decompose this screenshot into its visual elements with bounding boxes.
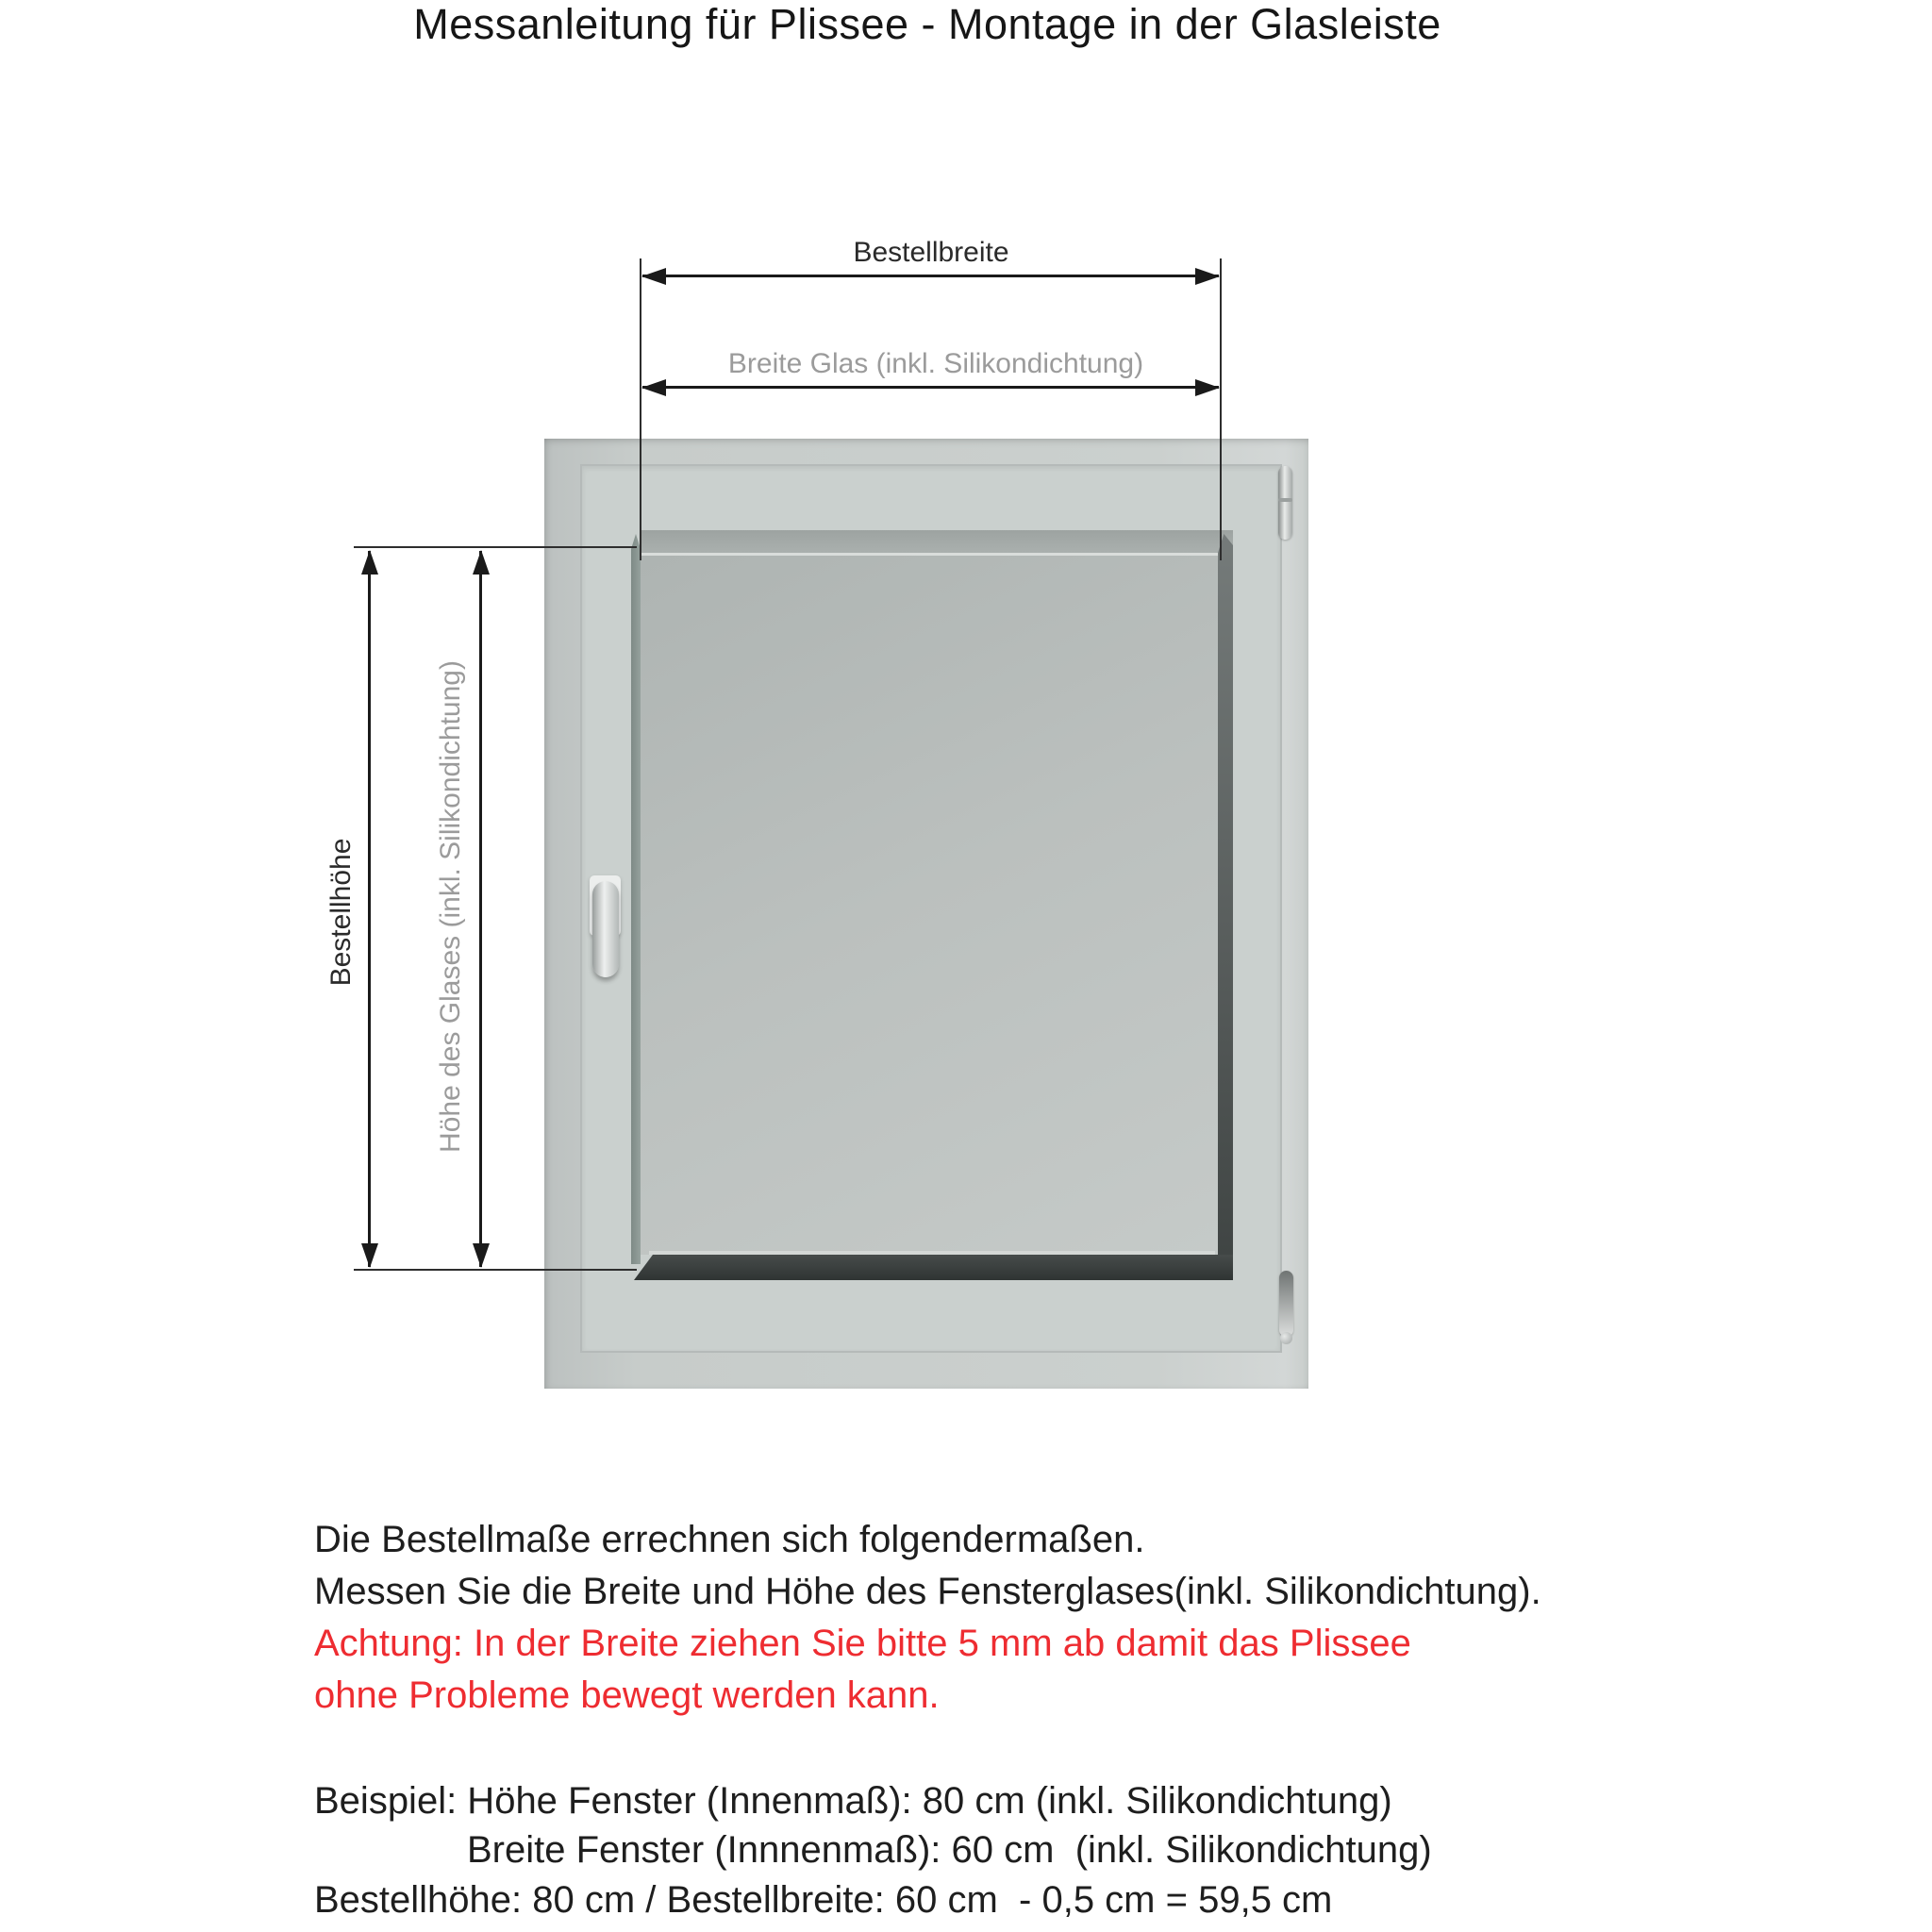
label-glass-width: Breite Glas (inkl. Silikondichtung) <box>727 348 1144 379</box>
glazing-bead-left <box>631 534 641 1264</box>
label-order-height: Bestellhöhe <box>325 838 357 987</box>
hinge-top-icon <box>1278 466 1292 540</box>
glazing-bead-top <box>641 530 1233 556</box>
instruction-line-1: Die Bestellmaße errechnen sich folgendermaßen. <box>314 1519 1145 1560</box>
arrow-order-width <box>642 275 1219 277</box>
warning-line-2: ohne Probleme bewegt werden kann. <box>314 1674 940 1716</box>
window-handle <box>592 881 619 977</box>
label-glass-height: Höhe des Glases (inkl. Silikondichtung) <box>435 660 466 1153</box>
example-line-1: Beispiel: Höhe Fenster (Innenmaß): 80 cm (inkl. Silikondichtung) <box>314 1780 1392 1822</box>
extension-line-right-vertical <box>1220 258 1222 560</box>
arrow-glass-width <box>642 386 1219 389</box>
arrow-order-height <box>368 551 371 1267</box>
warning-line-1: Achtung: In der Breite ziehen Sie bitte 5 mm ab damit das Plissee <box>314 1623 1411 1664</box>
arrow-glass-height <box>479 551 482 1267</box>
hinge-top-joint <box>1278 498 1292 502</box>
extension-line-left-vertical <box>640 258 641 560</box>
hinge-bottom-knob <box>1280 1332 1292 1344</box>
instruction-line-2: Messen Sie die Breite und Höhe des Fensterglases(inkl. Silikondichtung). <box>314 1571 1541 1612</box>
glazing-bead-right <box>1218 534 1233 1280</box>
glass-bottom-highlight <box>649 1251 1215 1255</box>
hinge-bottom-icon <box>1279 1271 1293 1337</box>
extension-line-top-horizontal <box>354 546 637 548</box>
example-line-2: Breite Fenster (Innnenmaß): 60 cm (inkl. Silikondichtung) <box>467 1829 1432 1871</box>
window-glass <box>641 553 1218 1255</box>
label-order-width: Bestellbreite <box>853 237 1009 268</box>
extension-line-bottom-horizontal <box>354 1269 637 1271</box>
example-line-3: Bestellhöhe: 80 cm / Bestellbreite: 60 cm - 0,5 cm = 59,5 cm <box>314 1879 1333 1921</box>
page-title: Messanleitung für Plissee - Montage in der Glasleiste <box>413 0 1441 48</box>
glazing-bead-bottom <box>634 1255 1233 1280</box>
